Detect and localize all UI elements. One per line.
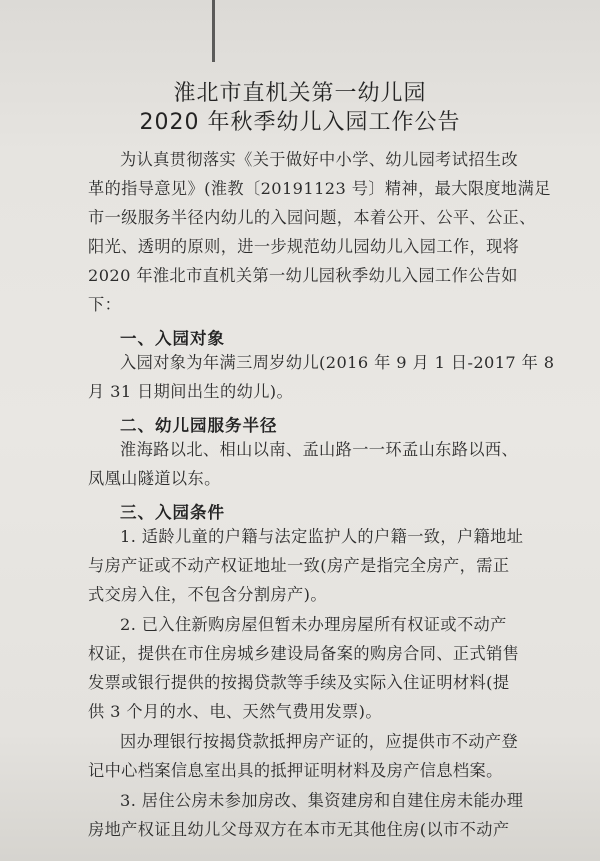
section1-line: 月 31 日期间出生的幼儿)。 xyxy=(88,382,294,401)
intro-line: 下： xyxy=(88,295,122,314)
document-title-line2: 2020 年秋季幼儿入园工作公告 xyxy=(139,110,461,135)
intro-line: 市一级服务半径内幼儿的入园问题，本着公开、公平、公正、 xyxy=(88,208,536,227)
fold-mark xyxy=(212,0,215,62)
condition2-line: 供 3 个月的水、电、天然气费用发票)。 xyxy=(88,702,382,721)
condition2-note-line: 因办理银行按揭贷款抵押房产证的，应提供市不动产登 xyxy=(120,732,519,751)
condition2-line: 权证，提供在市住房城乡建设局备案的购房合同、正式销售 xyxy=(88,644,520,663)
condition1-line: 1. 适龄儿童的户籍与法定监护人的户籍一致，户籍地址 xyxy=(120,527,524,546)
condition2-line: 发票或银行提供的按揭贷款等手续及实际入住证明材料(提 xyxy=(88,673,510,692)
condition3-line: 房地产权证且幼儿父母双方在本市无其他住房(以市不动产 xyxy=(88,820,510,839)
intro-line: 革的指导意见》(淮教〔20191123 号〕精神，最大限度地满足 xyxy=(88,179,551,198)
section-heading-1: 一、入园对象 xyxy=(120,329,225,348)
section-heading-3: 三、入园条件 xyxy=(120,503,225,522)
condition3-line: 3. 居住公房未参加房改、集资建房和自建住房未能办理 xyxy=(120,791,524,810)
document-title-line1: 淮北市直机关第一幼儿园 xyxy=(173,81,427,106)
section2-line: 凤凰山隧道以东。 xyxy=(88,469,221,488)
intro-line: 为认真贯彻落实《关于做好中小学、幼儿园考试招生改 xyxy=(120,150,519,169)
intro-line: 2020 年淮北市直机关第一幼儿园秋季幼儿入园工作公告如 xyxy=(88,266,518,285)
intro-line: 阳光、透明的原则，进一步规范幼儿园幼儿入园工作，现将 xyxy=(88,237,520,256)
section1-line: 入园对象为年满三周岁幼儿(2016 年 9 月 1 日-2017 年 8 xyxy=(120,353,555,372)
section2-line: 淮海路以北、相山以南、孟山路一一环孟山东路以西、 xyxy=(120,440,519,459)
section-heading-2: 二、幼儿园服务半径 xyxy=(120,416,278,435)
condition1-line: 式交房入住，不包含分割房产)。 xyxy=(88,585,327,604)
condition2-line: 2. 已入住新购房屋但暂未办理房屋所有权证或不动产 xyxy=(120,615,507,634)
condition1-line: 与房产证或不动产权证地址一致(房产是指完全房产，需正 xyxy=(88,556,510,575)
condition2-note-line: 记中心档案信息室出具的抵押证明材料及房产信息档案。 xyxy=(88,761,503,780)
